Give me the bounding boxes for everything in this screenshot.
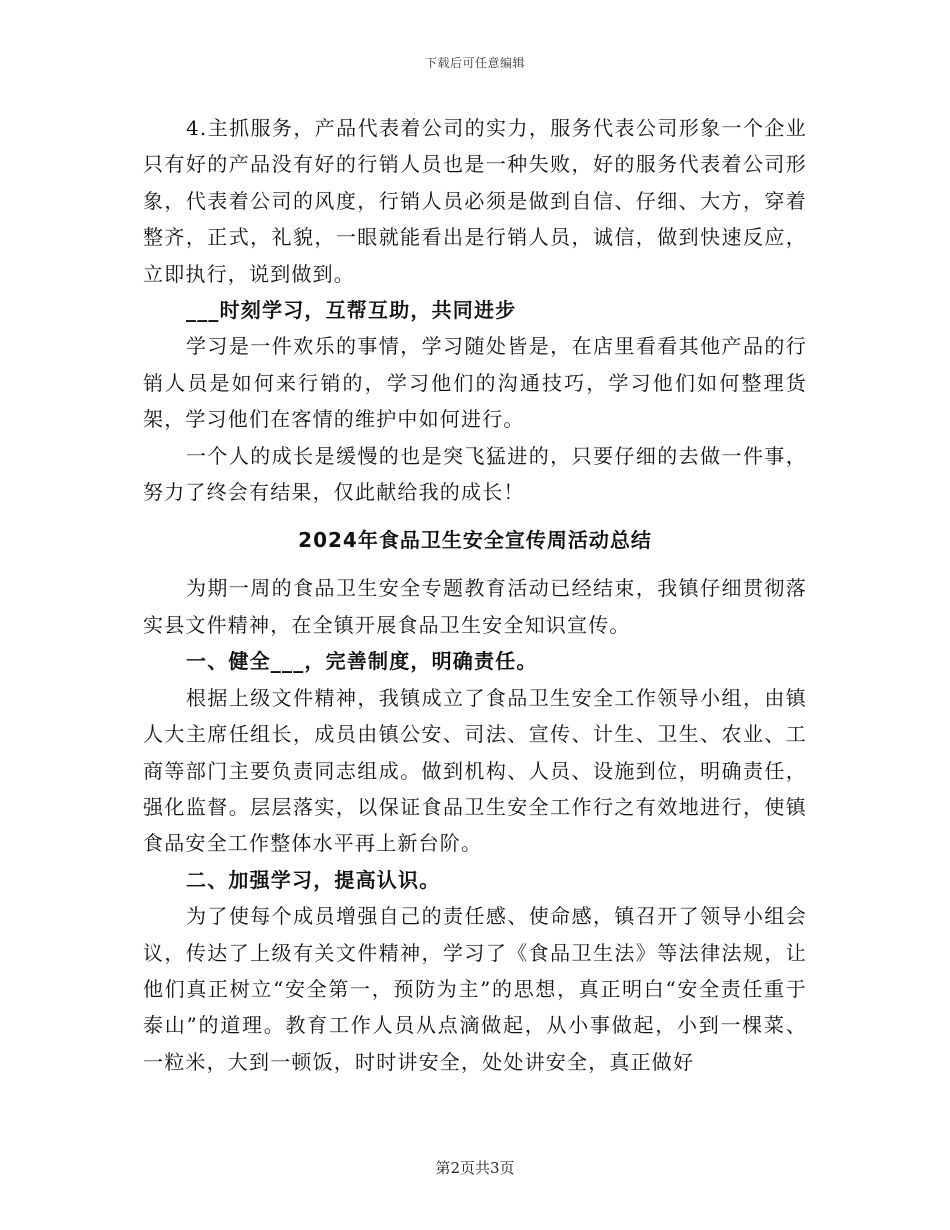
page-footer: 第2页共3页 [435, 1159, 515, 1177]
document-body [143, 110, 807, 1080]
paragraph-intro: 为期一周的食品卫生安全专题教育活动已经结束，我镇仔细贯彻落实县文件精神，在全镇开展食品卫生安全知识宣传。 [143, 576, 807, 637]
paragraph-study-2: 一个人的成长是缓慢的也是突飞猛进的，只要仔细的去做一件事，努力了终会有结果，仅此献给我的成长！ [143, 443, 807, 505]
section1-heading: 一、健全___，完善制度，明确责任。 [186, 649, 538, 674]
page-header: 下载后可任意编辑 [424, 56, 525, 70]
section1-body: 根据上级文件精神，我镇成立了食品卫生安全工作领导小组，由镇人大主席任组长，成员由镇公安、司法、宣传、计生、卫生、农业、工商等部门主要负责同志组成。做到机构、人员、设施到位，明确责任，强化监督。层层落实，以保证食品卫生安全工作行之有效地进行，使镇食品安全工作整体水平再上新台阶。 [143, 685, 807, 856]
paragraph-service: 4.主抓服务，产品代表着公司的实力，服务代表公司形象一个企业只有好的产品没有好的行销人员也是一种失败，好的服务代表着公司形象，代表着公司的风度，行销人员必须是做到自信、仔细、大方，穿着整齐，正式，礼貌，一眼就能看出是行销人员，诚信，做到快速反应，立即执行，说到做到。 [143, 116, 807, 286]
section2-heading: 二、加强学习，提高认识。 [186, 867, 441, 892]
paragraph-study-1: 学习是一件欢乐的事情，学习随处皆是，在店里看看其他产品的行销人员是如何来行销的，学习他们的沟通技巧，学习他们如何整理货架，学习他们在客情的维护中如何进行。 [143, 334, 807, 432]
article-title: 2024年食品卫生安全宣传周活动总结 [298, 528, 652, 553]
heading-study: ___时刻学习，互帮互助，共同进步 [186, 298, 517, 323]
section2-body: 为了使每个成员增强自己的责任感、使命感，镇召开了领导小组会议，传达了上级有关文件精神，学习了《食品卫生法》等法律法规，让他们真正树立“安全第一，预防为主”的思想，真正明白“安全责任重于泰山”的道理。教育工作人员从点滴做起，从小事做起，小到一棵菜、一粒米，大到一顿饭，时时讲安全，处处讲安全，真正做好 [143, 904, 807, 1074]
